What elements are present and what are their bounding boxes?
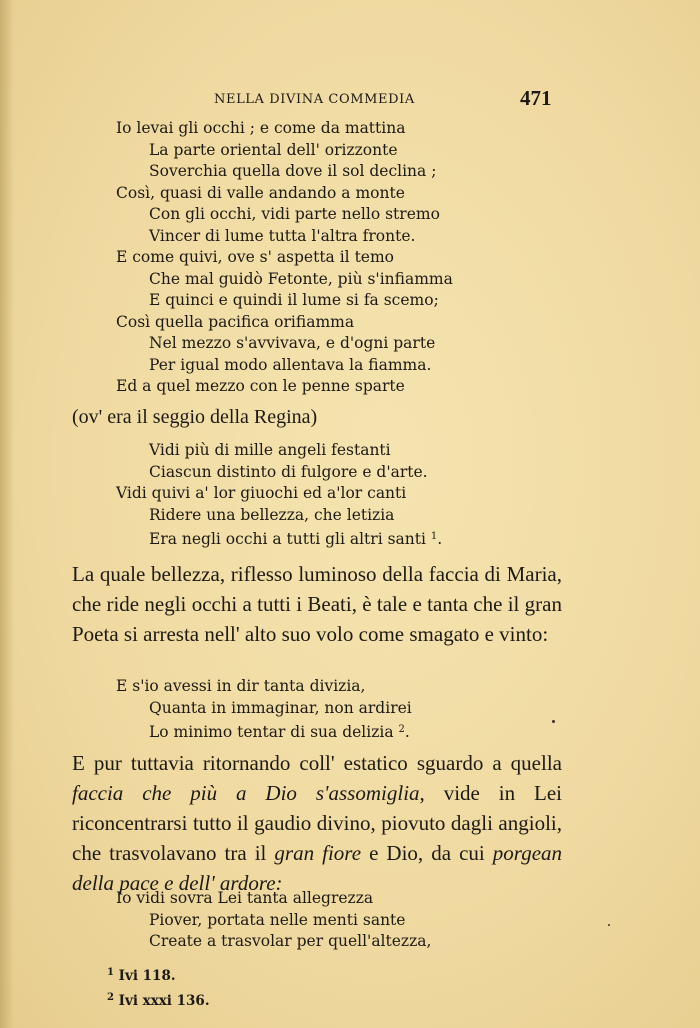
verse-line: Io levai gli occhi ; e come da mattina — [116, 119, 406, 137]
paragraph-text — [72, 748, 562, 898]
verse-line: E come quivi, ove s' aspetta il temo — [116, 248, 395, 266]
page-number: 471 — [520, 86, 552, 110]
italic-quote: gran fiore — [274, 841, 362, 865]
verse-line: Ridere una bellezza, che letizia — [149, 505, 395, 524]
verse-line: E s'io avessi in dir tanta divizia, — [116, 677, 366, 695]
verse-line: Create a trasvolar per quell'altezza, — [149, 932, 432, 950]
footnote-2 — [107, 987, 210, 1012]
footnote-text: Ivi 118. — [118, 968, 176, 984]
verse-line: Vincer di lume tutta l'altra fronte. — [149, 226, 416, 245]
paragraph-text: La quale bellezza, riflesso luminoso della faccia di Maria, che ride negli occhi a tutti i Beati, è tale e tanta che il gran Poeta si arresta nell' alto suo volo come smagato e vinto: — [72, 562, 562, 646]
paper-speck — [552, 720, 555, 723]
verse-line: E quinci e quindi il lume si fa scemo; — [149, 291, 439, 309]
prose-paragraph-1 — [72, 559, 562, 649]
verse-line: Vidi più di mille angeli festanti — [149, 441, 391, 459]
verse-line: Lo minimo tentar di sua delizia $^2$. — [149, 723, 410, 741]
italic-quote: faccia che più a Dio s'assomiglia — [72, 781, 420, 805]
footnote-mark: 1 — [107, 967, 114, 978]
page-header — [0, 86, 700, 114]
verse-line: Con gli occhi, vidi parte nello stremo — [149, 205, 440, 223]
verse-line: Per igual modo allentava la fiamma. — [149, 355, 432, 374]
verse-line: Ciascun distinto di fulgore e d'arte. — [149, 462, 428, 481]
verse-block-2 — [0, 440, 700, 548]
verse-block-3 — [0, 676, 700, 741]
italic-quote: porgean della pace e dell' ardore: — [72, 841, 563, 895]
footnote-mark: 2 — [107, 992, 114, 1003]
verse-line: Vidi quivi a' lor giuochi ed a'lor canti — [116, 484, 407, 502]
verse-line-text: Era negli occhi a tutti gli altri santi — [149, 530, 426, 548]
verse-line: Così, quasi di valle andando a monte — [116, 183, 405, 202]
verse-line-text: Lo minimo tentar di sua delizia — [149, 723, 394, 741]
verse-block-4 — [0, 888, 700, 953]
footnote-ref: 2 — [398, 724, 405, 735]
verse-line: Nel mezzo s'avvivava, e d'ogni parte — [149, 334, 436, 352]
prose-paragraph-2 — [72, 748, 562, 898]
footnotes — [107, 962, 210, 1012]
text-run: e Dio, da cui — [361, 841, 493, 865]
aside-line — [72, 402, 562, 432]
verse-block-1 — [0, 118, 700, 398]
verse-line: Ed a quel mezzo con le penne sparte — [116, 377, 405, 395]
verse-line: Quanta in immaginar, non ardirei — [149, 698, 412, 717]
running-title: NELLA DIVINA COMMEDIA — [214, 92, 415, 107]
verse-line: Soverchia quella dove il sol declina ; — [149, 162, 437, 180]
paper-speck — [608, 924, 610, 926]
footnote-ref: 1 — [430, 531, 438, 542]
aside-text: (ov' era il seggio della Regina) — [72, 406, 318, 428]
footnote-1 — [107, 962, 210, 987]
verse-line: Così quella pacifica orifiamma — [116, 312, 355, 331]
text-run: , vide in Lei riconcentrarsi tutto il gaudio divino, piovuto dagli angioli, che trasvolavano tra il — [72, 781, 562, 865]
verse-line: Piover, portata nelle menti sante — [149, 910, 406, 929]
verse-line: Che mal guidò Fetonte, più s'infiamma — [149, 269, 453, 288]
verse-line: Io vidi sovra Lei tanta allegrezza — [116, 889, 374, 907]
verse-line: Era negli occhi a tutti gli altri santi $^1$. — [149, 530, 443, 548]
footnote-text: Ivi xxxi 136. — [118, 993, 210, 1009]
verse-line: La parte oriental dell' orizzonte — [149, 140, 398, 159]
text-run: E pur tuttavia ritornando coll' estatico sguardo a quella — [72, 751, 562, 775]
